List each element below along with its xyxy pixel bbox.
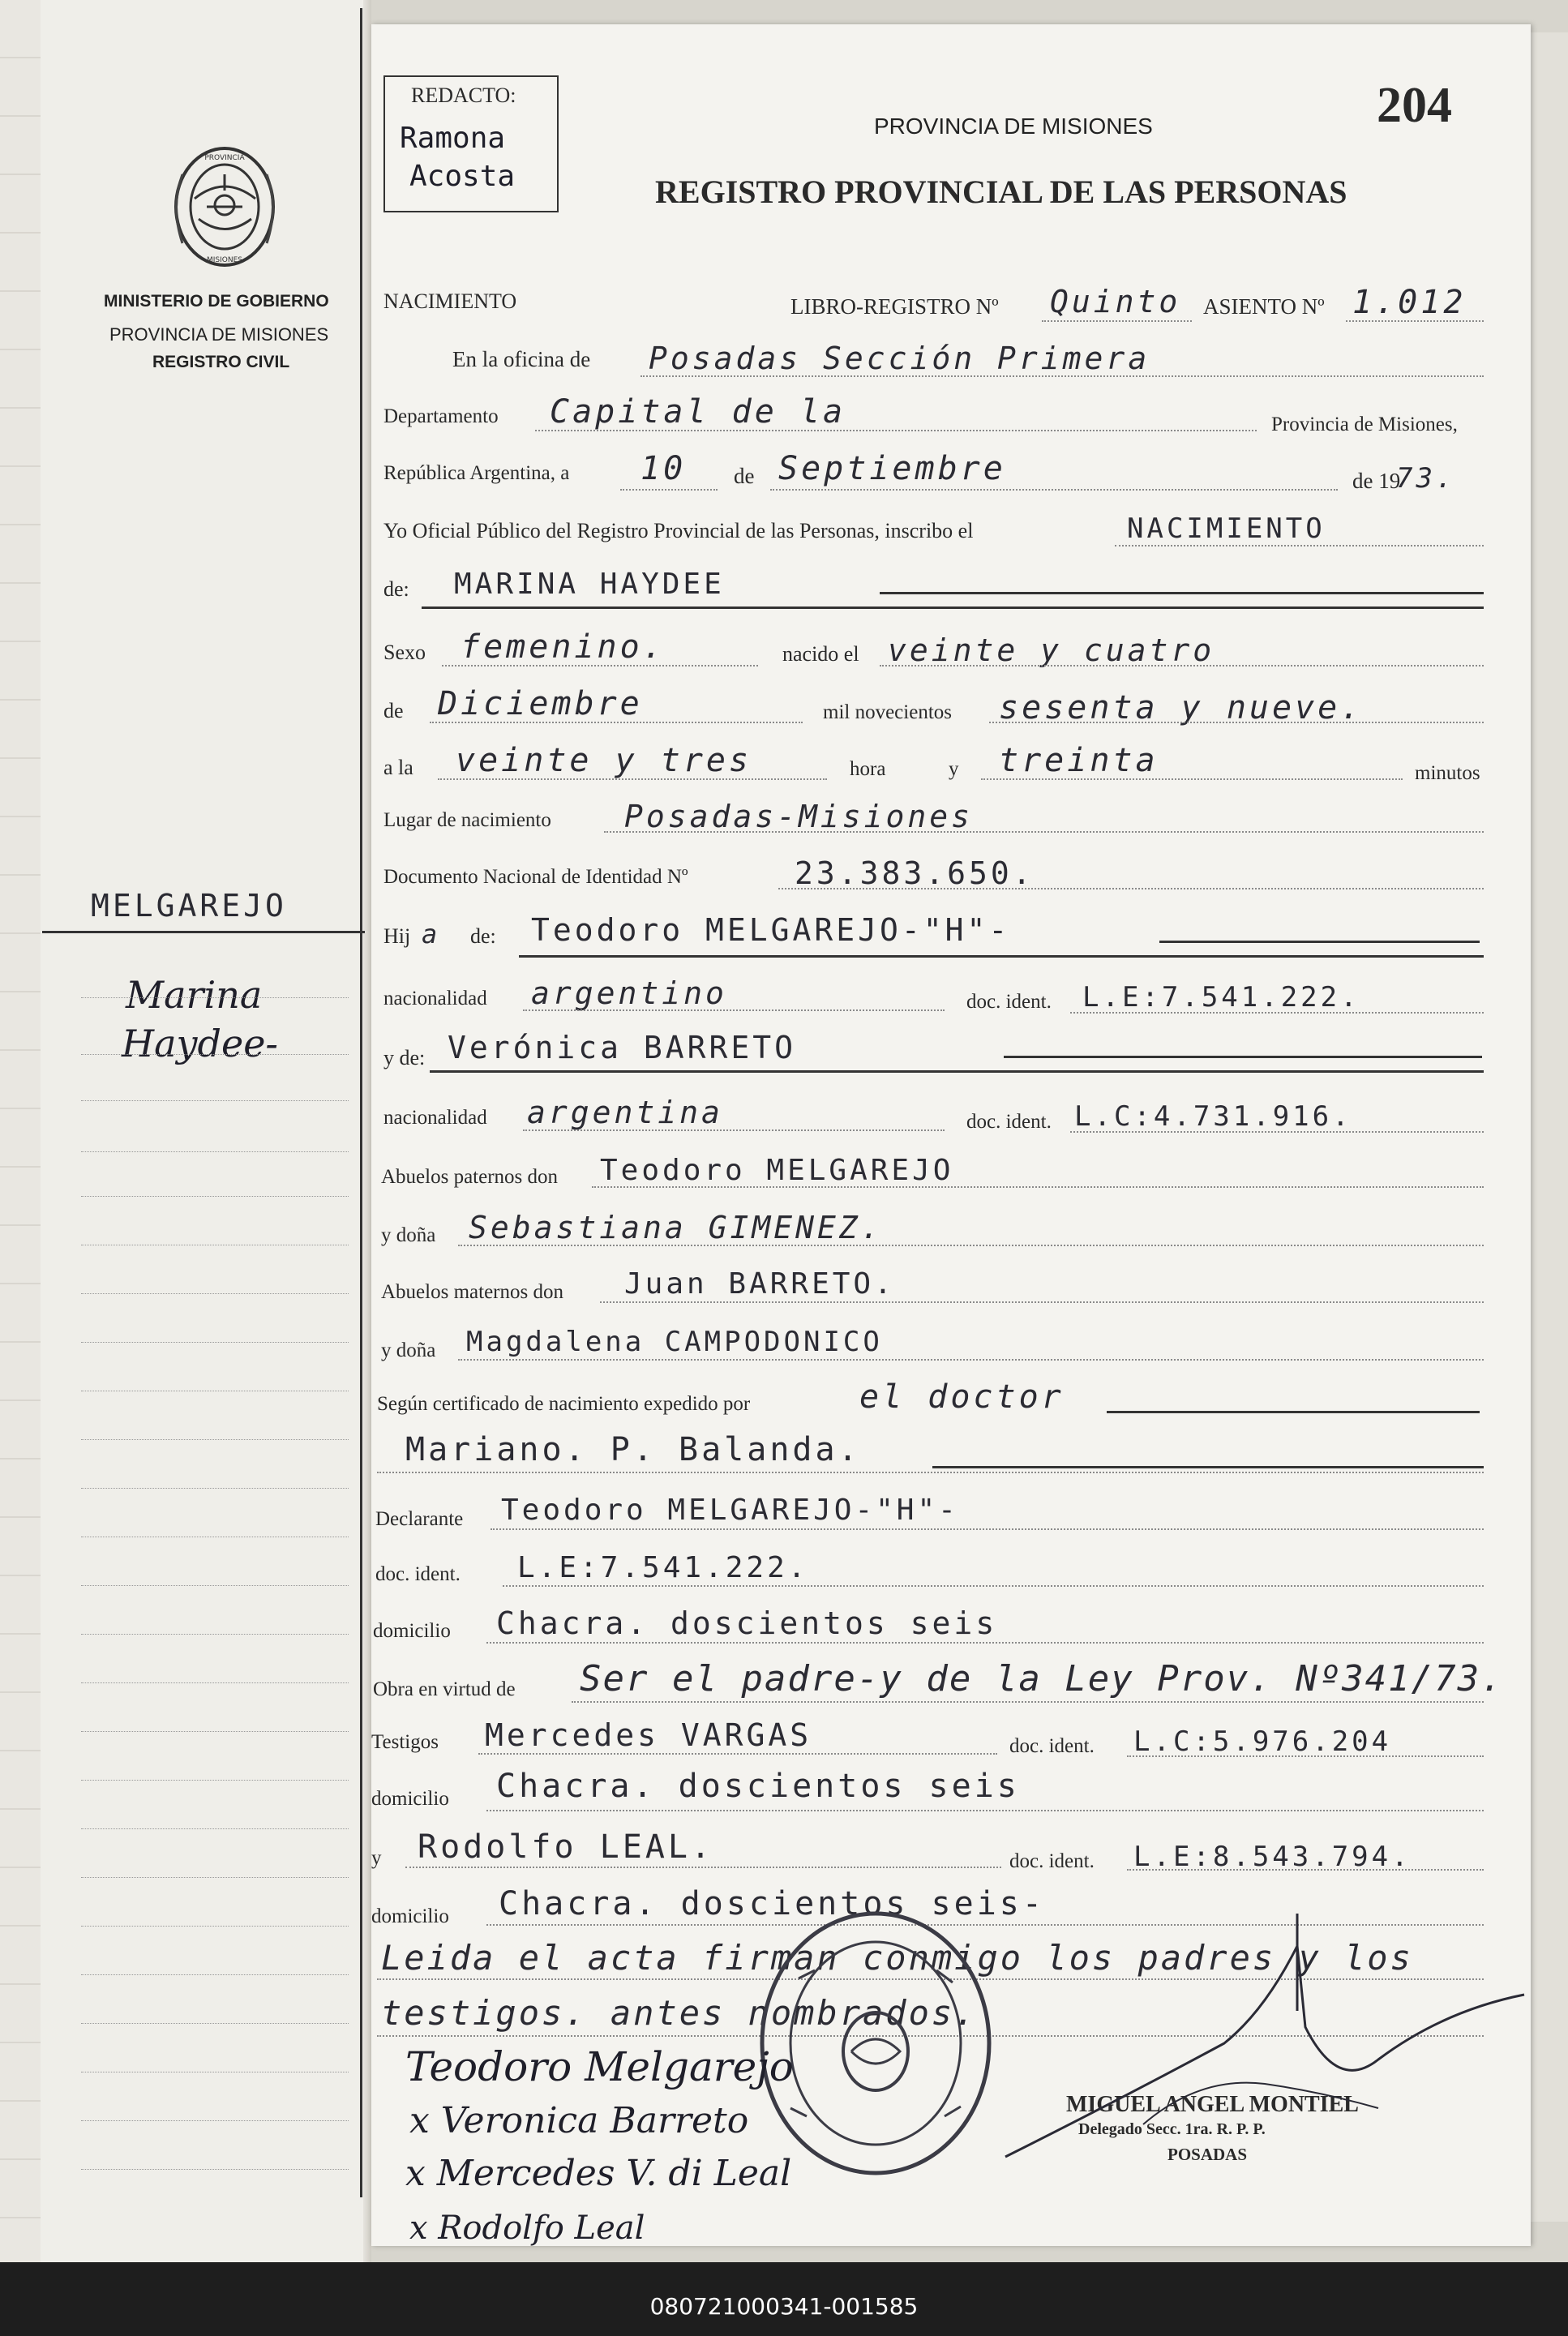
- testigo1-doc-value: L.C:5.976.204: [1133, 1725, 1392, 1758]
- ministry-label: MINISTERIO DE GOBIERNO: [104, 292, 329, 311]
- ruled-line: [81, 1151, 349, 1152]
- padre-nac-label: nacionalidad: [383, 988, 487, 1009]
- page-number: 204: [1377, 78, 1452, 133]
- ruled-line: [81, 997, 349, 998]
- oficina-value: Posadas Sección Primera: [649, 341, 1150, 376]
- ab-mat-label: Abuelos maternos don: [381, 1281, 563, 1303]
- dotted-line: [770, 489, 1338, 491]
- obra-label: Obra en virtud de: [373, 1678, 516, 1700]
- dotted-line: [592, 1186, 1484, 1188]
- hijo-suffix: a: [422, 919, 441, 949]
- provincia-label: Provincia de Misiones,: [1271, 414, 1458, 435]
- certificado-label: Según certificado de nacimiento expedido por: [377, 1393, 751, 1415]
- oficina-label: En la oficina de: [452, 347, 591, 371]
- page-fold: [363, 0, 371, 2262]
- ano-label: de 19: [1352, 469, 1401, 493]
- scan-id-footer: 080721000341-001585: [649, 2293, 919, 2320]
- dotted-line: [640, 375, 1484, 377]
- certificado-value: el doctor: [859, 1378, 1065, 1416]
- redacto-name-1: Ramona: [400, 122, 506, 155]
- record-type-label: NACIMIENTO: [383, 289, 517, 313]
- mes-value: Septiembre: [778, 450, 1006, 487]
- svg-text:MISIONES: MISIONES: [206, 256, 243, 264]
- ruled-line: [81, 1100, 349, 1101]
- sexo-value: femenino.: [461, 628, 666, 666]
- province-coat-of-arms-icon: [166, 142, 284, 272]
- de-mes-label: de: [383, 699, 404, 722]
- ruled-line: [81, 2120, 349, 2121]
- ruled-line: [81, 1780, 349, 1781]
- page-stack-edge: [0, 0, 41, 2262]
- nacido-label: nacido el: [782, 642, 859, 666]
- medico-value: Mariano. P. Balanda.: [405, 1431, 861, 1468]
- dotted-line: [880, 665, 1484, 667]
- nac-ano-value: sesenta y nueve.: [999, 689, 1364, 727]
- dotted-line: [486, 1810, 1484, 1811]
- republica-label: República Argentina, a: [383, 462, 570, 484]
- testigo1-dom-label: domicilio: [371, 1788, 449, 1810]
- ruled-line: [81, 1293, 349, 1294]
- madre-doc-label: doc. ident.: [966, 1111, 1052, 1133]
- ab-pat-dona-label: y doña: [381, 1224, 436, 1246]
- redacto-label: REDACTO:: [411, 84, 516, 107]
- fill-line: [1004, 1056, 1482, 1058]
- dotted-line: [1070, 1012, 1484, 1014]
- redacto-box: [383, 75, 559, 212]
- madre-value: Verónica BARRETO: [448, 1030, 797, 1065]
- margin-surname: MELGAREJO: [91, 888, 287, 924]
- ruled-line: [81, 2169, 349, 2170]
- fill-line: [1159, 941, 1480, 943]
- de-nombre-label: de:: [383, 577, 409, 601]
- registry-title: REGISTRO PROVINCIAL DE LAS PERSONAS: [655, 174, 1347, 210]
- hora-label: hora: [850, 758, 886, 780]
- ruled-line: [81, 1877, 349, 1878]
- underline: [519, 955, 1484, 958]
- asiento-label: ASIENTO Nº: [1203, 294, 1325, 319]
- oficial-label: Yo Oficial Público del Registro Provincial de las Personas, inscribo el: [383, 519, 974, 542]
- fill-line: [932, 1466, 1484, 1468]
- decl-dom-label: domicilio: [373, 1620, 451, 1642]
- padre-nac-value: argentino: [531, 975, 727, 1011]
- nombre-value: MARINA HAYDEE: [454, 568, 725, 601]
- dotted-line: [1115, 545, 1484, 546]
- dia-value: 10: [640, 450, 687, 487]
- signature-father: Teodoro Melgarejo: [405, 2043, 794, 2090]
- margin-divider: [42, 931, 365, 933]
- dotted-line: [523, 1009, 945, 1011]
- dotted-line: [478, 1753, 997, 1755]
- fill-line: [1107, 1411, 1480, 1413]
- margin-given-name-2: Haydee-: [122, 1022, 278, 1065]
- testigo2-doc-label: doc. ident.: [1009, 1850, 1095, 1872]
- y-de-label: y de:: [383, 1046, 426, 1069]
- ruled-line: [81, 1828, 349, 1829]
- a-la-label: a la: [383, 756, 413, 779]
- ruled-line: [81, 1439, 349, 1440]
- ruled-line: [81, 1731, 349, 1732]
- ruled-line: [81, 1054, 349, 1055]
- decl-doc-value: L.E:7.541.222.: [517, 1551, 809, 1584]
- lugar-value: Posadas-Misiones: [624, 799, 974, 834]
- ruled-line: [81, 1585, 349, 1586]
- ruled-line: [81, 2023, 349, 2024]
- signature-witness-1: x Mercedes V. di Leal: [405, 2153, 792, 2194]
- svg-text:PROVINCIA: PROVINCIA: [204, 154, 245, 162]
- sexo-label: Sexo: [383, 641, 426, 664]
- dotted-line: [1042, 320, 1192, 322]
- departamento-value: Capital de la: [550, 393, 846, 431]
- ab-pat-dona-value: Sebastiana GIMENEZ.: [469, 1210, 883, 1245]
- ab-mat-dona-value: Magdalena CAMPODONICO: [466, 1326, 883, 1358]
- closing-line-1: Leida el acta firman conmigo los padres y los: [381, 1938, 1413, 1978]
- dotted-line: [405, 1867, 1001, 1868]
- testigo1-dom-value: Chacra. doscientos seis: [496, 1768, 1020, 1805]
- madre-nac-value: argentina: [527, 1095, 723, 1130]
- dotted-line: [458, 1245, 1484, 1246]
- signature-witness-2: x Rodolfo Leal: [409, 2210, 645, 2247]
- official-city: POSADAS: [1167, 2145, 1248, 2164]
- dni-value: 23.383.650.: [795, 855, 1035, 891]
- mil-label: mil novecientos: [823, 701, 952, 723]
- dotted-line: [989, 722, 1484, 723]
- testigos-label: Testigos: [371, 1731, 439, 1753]
- minutos-value: treinta: [999, 742, 1159, 779]
- underline: [422, 607, 1484, 609]
- dni-label: Documento Nacional de Identidad Nº: [383, 866, 688, 888]
- testigo1-doc-label: doc. ident.: [1009, 1735, 1095, 1757]
- ruled-line: [81, 1634, 349, 1635]
- dotted-line: [620, 489, 718, 491]
- dotted-line: [503, 1585, 1484, 1587]
- ab-mat-value: Juan BARRETO.: [624, 1267, 895, 1301]
- dotted-line: [981, 778, 1403, 780]
- dotted-line: [535, 430, 1257, 431]
- signature-mother: x Veronica Barreto: [409, 2100, 749, 2141]
- hijo-de-label: de:: [470, 924, 496, 948]
- y-label: y: [949, 758, 959, 780]
- margin-given-name-1: Marina: [126, 973, 263, 1017]
- oficial-value: NACIMIENTO: [1127, 512, 1326, 545]
- testigo2-dom-value: Chacra. doscientos seis-: [499, 1885, 1045, 1922]
- ruled-line: [81, 1488, 349, 1489]
- decl-dom-value: Chacra. doscientos seis: [496, 1605, 998, 1641]
- dotted-line: [430, 722, 803, 723]
- minutos-label: minutos: [1415, 762, 1480, 784]
- dotted-line: [1346, 320, 1484, 322]
- asiento-value: 1.012: [1352, 284, 1467, 321]
- dotted-line: [1127, 1755, 1484, 1757]
- province-heading: PROVINCIA DE MISIONES: [874, 114, 1153, 139]
- testigo1-value: Mercedes VARGAS: [485, 1717, 812, 1753]
- obra-value: Ser el padre-y de la Ley Prov. Nº341/73.: [580, 1658, 1504, 1699]
- ruled-line: [81, 1926, 349, 1927]
- dotted-line: [572, 1701, 1484, 1703]
- ab-mat-dona-label: y doña: [381, 1339, 436, 1361]
- testigo2-value: Rodolfo LEAL.: [418, 1828, 714, 1866]
- next-page-edge: [1531, 32, 1568, 2222]
- hijo-label: Hij: [383, 924, 411, 948]
- dotted-line: [778, 888, 1484, 889]
- dotted-line: [438, 778, 827, 780]
- nacido-value: veinte y cuatro: [888, 632, 1215, 668]
- dotted-line: [491, 1528, 1484, 1530]
- ano-value: 73.: [1396, 462, 1456, 495]
- dotted-line: [442, 665, 758, 667]
- province-label: PROVINCIA DE MISIONES: [109, 324, 329, 345]
- dotted-line: [486, 1642, 1484, 1644]
- ab-pat-label: Abuelos paternos don: [381, 1166, 559, 1188]
- dotted-line: [604, 831, 1484, 833]
- dotted-line: [523, 1129, 945, 1131]
- nac-mes-value: Diciembre: [438, 685, 643, 722]
- de-label: de: [734, 464, 755, 488]
- dotted-line: [458, 1359, 1484, 1361]
- dotted-line: [377, 1472, 1484, 1473]
- ruled-line: [81, 1974, 349, 1975]
- closing-line-2: testigos. antes nombrados.: [381, 1993, 978, 2033]
- official-name: MIGUEL ANGEL MONTIEL: [1066, 2092, 1359, 2117]
- padre-doc-label: doc. ident.: [966, 991, 1052, 1013]
- binding-line: [360, 8, 362, 2197]
- departamento-label: Departamento: [383, 405, 499, 427]
- civil-registry-label: REGISTRO CIVIL: [152, 353, 290, 371]
- ruled-line: [81, 1196, 349, 1197]
- testigo2-doc-value: L.E:8.543.794.: [1133, 1841, 1412, 1873]
- testigo2-dom-label: domicilio: [371, 1905, 449, 1927]
- madre-nac-label: nacionalidad: [383, 1107, 487, 1129]
- dotted-line: [1127, 1869, 1484, 1871]
- declarante-label: Declarante: [375, 1508, 464, 1530]
- ab-pat-value: Teodoro MELGAREJO: [600, 1154, 954, 1187]
- ruled-line: [81, 1682, 349, 1683]
- fill-line: [880, 592, 1484, 594]
- declarante-value: Teodoro MELGAREJO-"H"-: [501, 1494, 959, 1527]
- hora-value: veinte y tres: [456, 742, 752, 779]
- dotted-line: [1070, 1131, 1484, 1133]
- official-signature-icon: [957, 1914, 1540, 2189]
- underline: [430, 1070, 1484, 1073]
- dotted-line: [600, 1301, 1484, 1303]
- left-page: [0, 0, 371, 2262]
- libro-label: LIBRO-REGISTRO Nº: [790, 294, 999, 319]
- padre-value: Teodoro MELGAREJO-"H"-: [531, 912, 1011, 948]
- madre-doc-value: L.C:4.731.916.: [1074, 1100, 1352, 1133]
- y-testigo-label: y: [371, 1847, 382, 1869]
- libro-value: Quinto: [1050, 284, 1181, 319]
- ruled-line: [81, 1342, 349, 1343]
- redacto-name-2: Acosta: [409, 160, 516, 193]
- official-title: Delegado Secc. 1ra. R. P. P.: [1078, 2120, 1266, 2138]
- padre-doc-value: L.E:7.541.222.: [1082, 981, 1360, 1014]
- lugar-label: Lugar de nacimiento: [383, 809, 551, 831]
- decl-doc-label: doc. ident.: [375, 1563, 461, 1585]
